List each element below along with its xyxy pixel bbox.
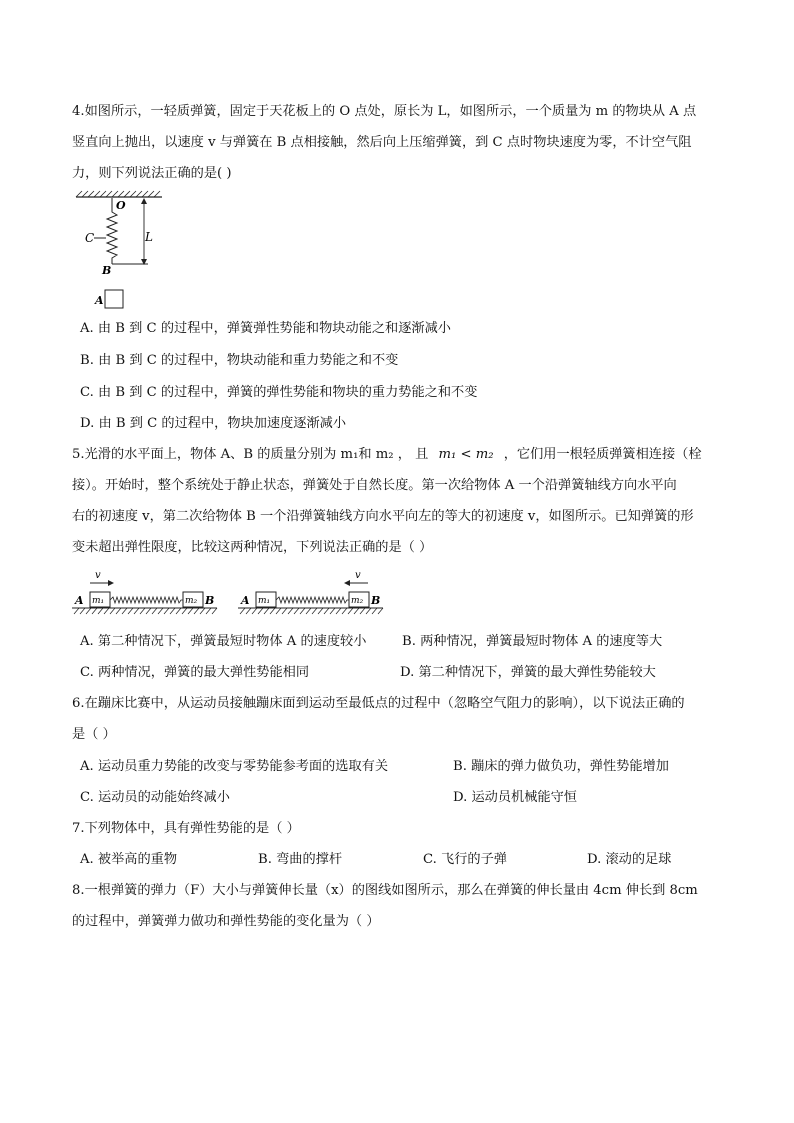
q4-spring-figure [74,190,174,312]
q5-line-1-end: ，它们用一根轻质弹簧相连接（栓 [503,447,702,462]
q8-line-2: 的过程中，弹簧弹力做功和弹性势能的变化量为（ ） [72,914,380,929]
case2-ground-hatch [240,608,383,614]
q8-line-1: 8.一根弹簧的弹力（F）大小与弹簧伸长量（x）的图线如图所示，那么在弹簧的伸长量由 4cm 伸长到 8cm [72,883,698,898]
q6-option-d: D. 运动员机械能守恒 [453,790,577,805]
q5-option-c: C. 两种情况，弹簧的最大弹性势能相同 [80,665,310,680]
q5-line-4: 变未超出弹性限度，比较这两种情况，下列说法正确的是（ ） [72,540,433,555]
q5-line-1 [72,445,722,465]
q7-option-d: D. 滚动的足球 [587,852,672,867]
point-b-label: B [102,264,112,277]
case1-velocity-arrowhead [108,580,114,586]
case1-b-label: B [205,594,215,607]
q5-line-1-start: 5.光滑的水平面上，物体 A、B 的质量分别为 m₁和 m₂ ， 且 [72,447,429,462]
ceiling-hatch [76,191,162,197]
case2-m2-label: m₂ [351,596,364,606]
q7-option-a: A. 被举高的重物 [80,852,178,867]
case1-a-label: A [75,594,84,607]
q4-line-1: 4.如图所示，一轻质弹簧，固定于天花板上的 O 点处，原长为 L，如图所示，一个质量为 m 的物块从 A 点 [72,104,697,119]
point-a-label: A [95,294,104,307]
q6-option-c: C. 运动员的动能始终减小 [80,790,230,805]
case2-velocity-arrowhead [344,580,350,586]
case2-spring [276,597,349,603]
q5-option-a: A. 第二种情况下，弹簧最短时物体 A 的速度较小 [80,634,367,649]
length-l-label: L [145,230,153,244]
q7-line-1: 7.下列物体中，具有弹性势能的是（ ） [72,821,300,836]
q4-line-3: 力，则下列说法正确的是( ) [72,166,232,181]
q6-option-a: A. 运动员重力势能的改变与零势能参考面的选取有关 [80,759,389,774]
case2-m1-label: m₁ [258,596,271,606]
point-o-label: O [116,199,126,212]
point-c-label: C [85,231,95,245]
q4-line-2: 竖直向上抛出，以速度 v 与弹簧在 B 点相接触，然后向上压缩弹簧，到 C 点时物块速度为零，不计空气阻 [72,135,692,150]
case1-v-label: v [95,570,101,581]
q6-line-2: 是（ ） [72,727,116,742]
block-a [105,290,123,308]
q5-figure-case-1 [72,568,222,618]
q5-mass-inequality: m₁ < m₂ [438,447,494,462]
q4-option-b: B. 由 B 到 C 的过程中，物块动能和重力势能之和不变 [80,353,399,368]
q5-line-3: 右的初速度 v，第二次给物体 B 一个沿弹簧轴线方向水平向左的等大的初速度 v，如图所示。已知弹簧的形 [72,509,694,524]
q4-option-c: C. 由 B 到 C 的过程中，弹簧的弹性势能和物块的重力势能之和不变 [80,385,478,400]
q4-option-a: A. 由 B 到 C 的过程中，弹簧弹性势能和物块动能之和逐渐减小 [80,321,451,336]
case2-v-label: v [355,570,361,581]
q5-option-b: B. 两种情况，弹簧最短时物体 A 的速度等大 [402,634,663,649]
case2-a-label: A [241,594,250,607]
case1-ground-hatch [74,608,217,614]
q4-option-d: D. 由 B 到 C 的过程中，物块加速度逐渐减小 [80,416,347,431]
q6-option-b: B. 蹦床的弹力做负功，弹性势能增加 [453,759,669,774]
q5-line-2: 接）。开始时，整个系统处于静止状态，弹簧处于自然长度。第一次给物体 A 一个沿弹簧轴线方向水平向 [72,478,677,493]
q5-option-d: D. 第二种情况下，弹簧的最大弹性势能较大 [400,665,656,680]
q5-figure-case-2 [238,568,388,618]
case1-spring [110,597,183,603]
case1-m1-label: m₁ [92,596,105,606]
q7-option-b: B. 弯曲的撑杆 [258,852,343,867]
case2-b-label: B [371,594,381,607]
q6-line-1: 6.在蹦床比赛中，从运动员接触蹦床面到运动至最低点的过程中（忽略空气阻力的影响），以下说法正确的 [72,696,685,711]
case1-m2-label: m₂ [185,596,198,606]
length-arrow-head-top [141,198,147,204]
q7-option-c: C. 飞行的子弹 [423,852,507,867]
